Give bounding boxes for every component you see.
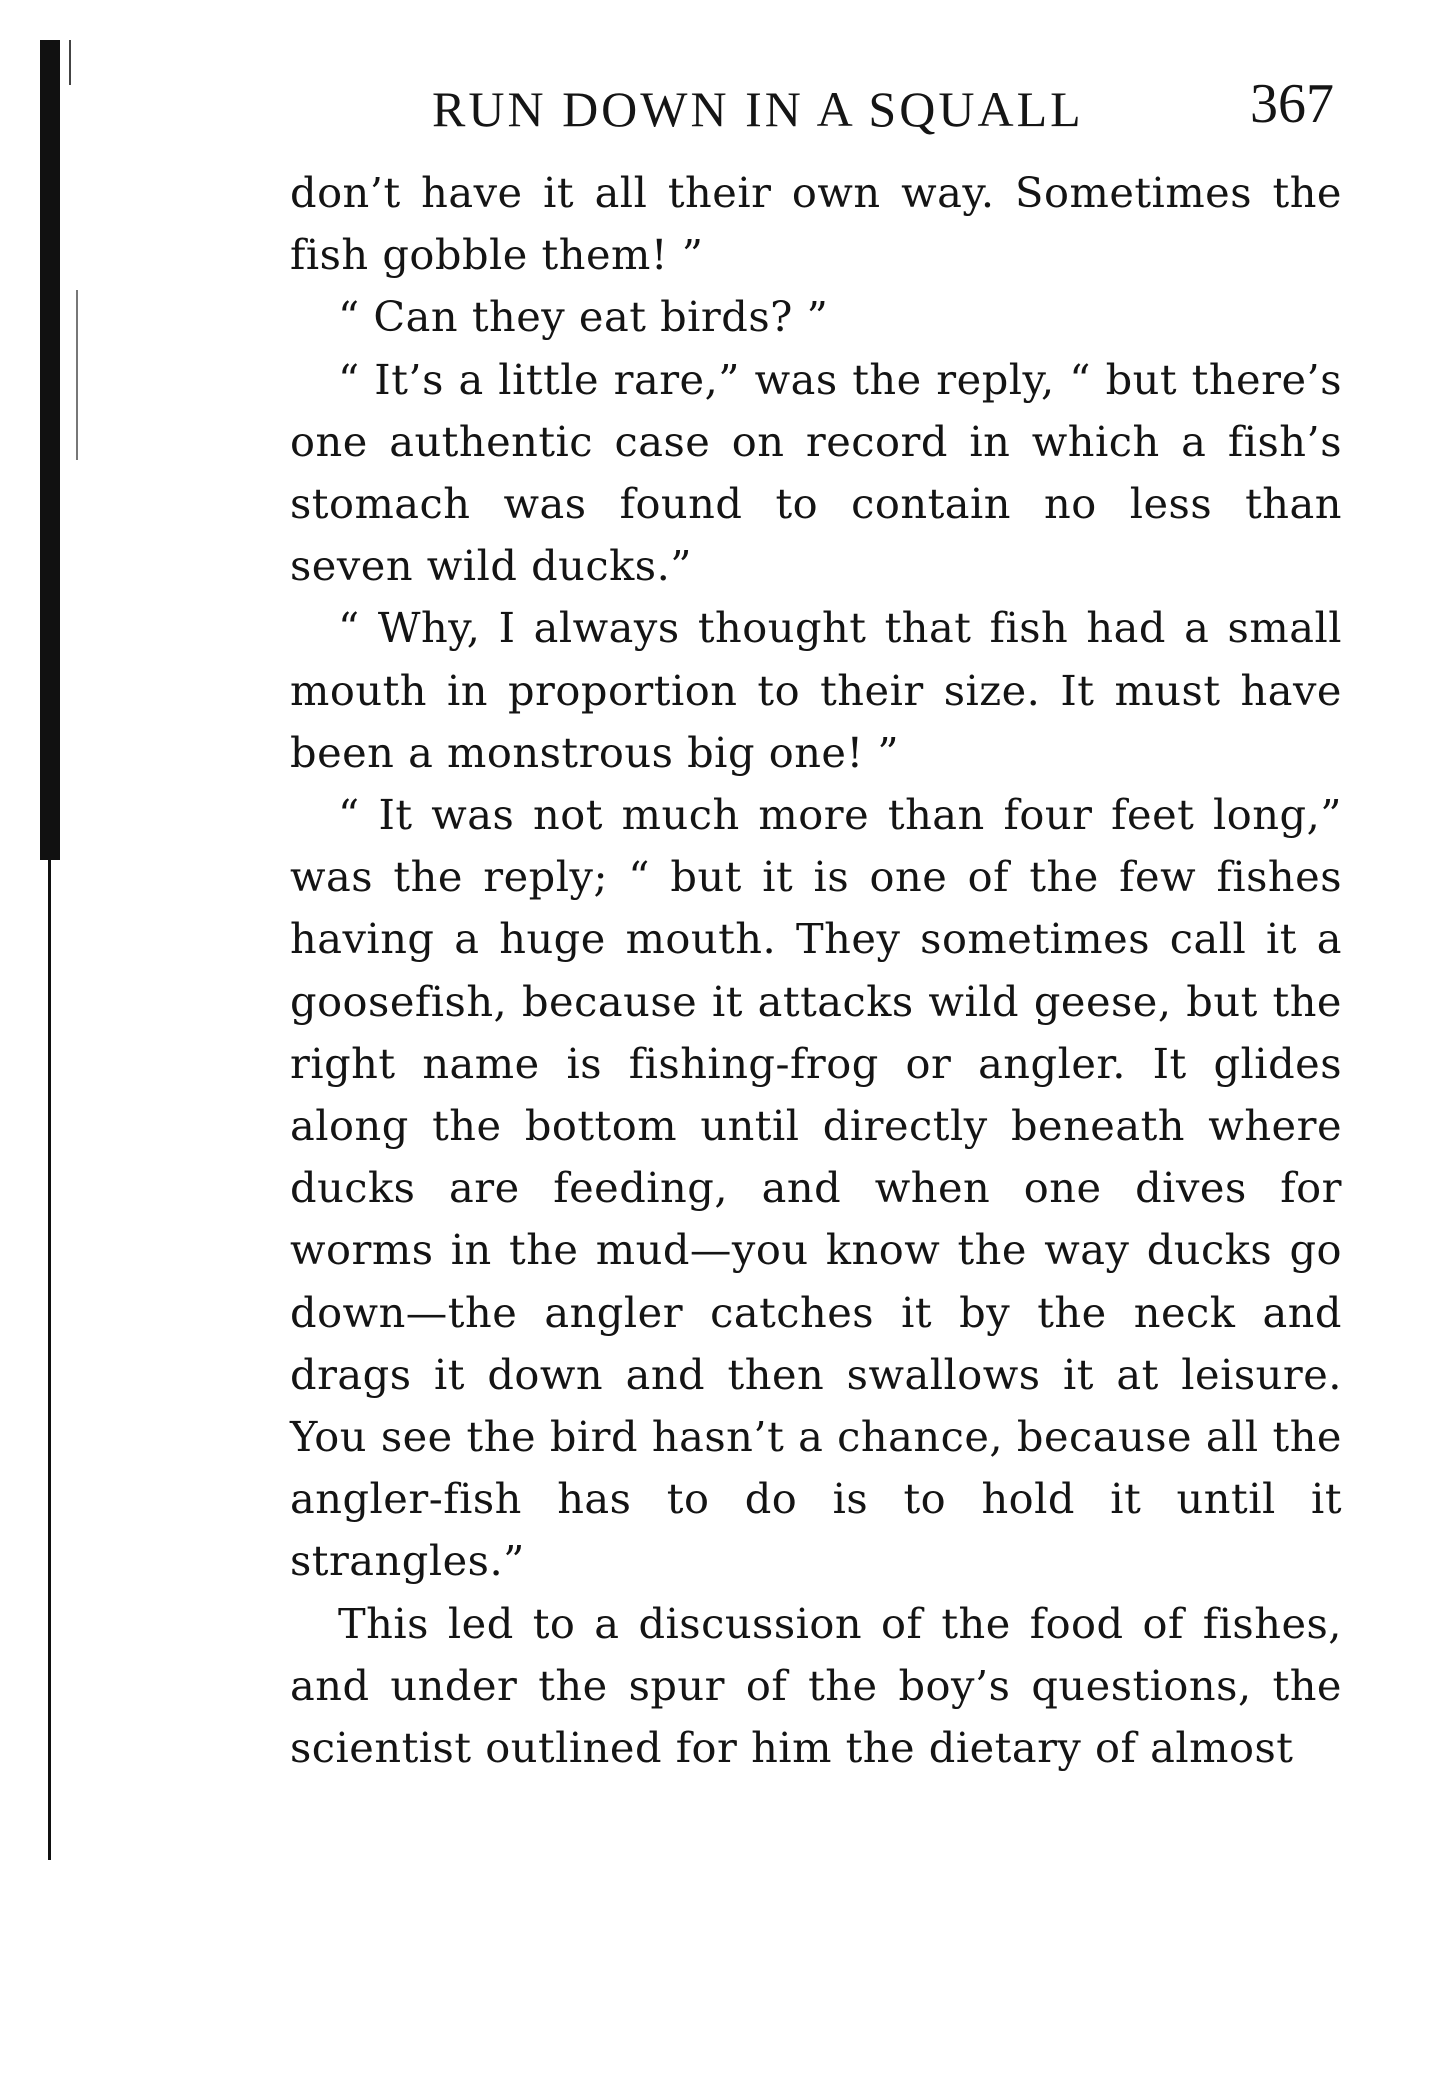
paragraph: don’t have it all their own way. Sometimes the fish gobble them! ”: [290, 168, 1342, 280]
paragraph: This led to a discussion of the food of fishes, and under the spur of the boy’s questions, the scientist outlined for him the dietary of almost: [290, 1598, 1342, 1773]
binding-mark: [69, 40, 71, 85]
paragraph: “ Why, I always thought that fish had a small mouth in proportion to their size. It must have been a monstrous big one! ”: [290, 603, 1342, 777]
paragraph: “ It was not much more than four feet long,” was the reply; “ but it is one of the few fishes having a huge mouth. They sometimes call it a goosefish, because it attacks wild geese, but the right name is fishing-frog or angler. It glides along the bottom until directly beneath where ducks are feeding, and when one dives for worms in the mud—you know the way ducks go down—the angler catches it by the neck and drags it down and then swallows it at leisure. You see the bird hasn’t a chance, because all the angler-fish has to do is to hold it until it strangles.”: [290, 790, 1342, 1586]
book-binding-shadow: [40, 40, 60, 860]
paragraph: “ Can they eat birds? ”: [338, 292, 829, 342]
book-binding-shadow-tail: [48, 860, 51, 1860]
binding-mark: [76, 290, 78, 460]
running-title: RUN DOWN IN A SQUALL: [432, 81, 1084, 137]
body-text: [290, 162, 1342, 1779]
page-number: 367: [1250, 73, 1334, 135]
page-header: [290, 72, 1350, 142]
paragraph: “ It’s a little rare,” was the reply, “ but there’s one authentic case on record in which a fish’s stomach was found to contain no less than seven wild ducks.”: [290, 354, 1342, 591]
